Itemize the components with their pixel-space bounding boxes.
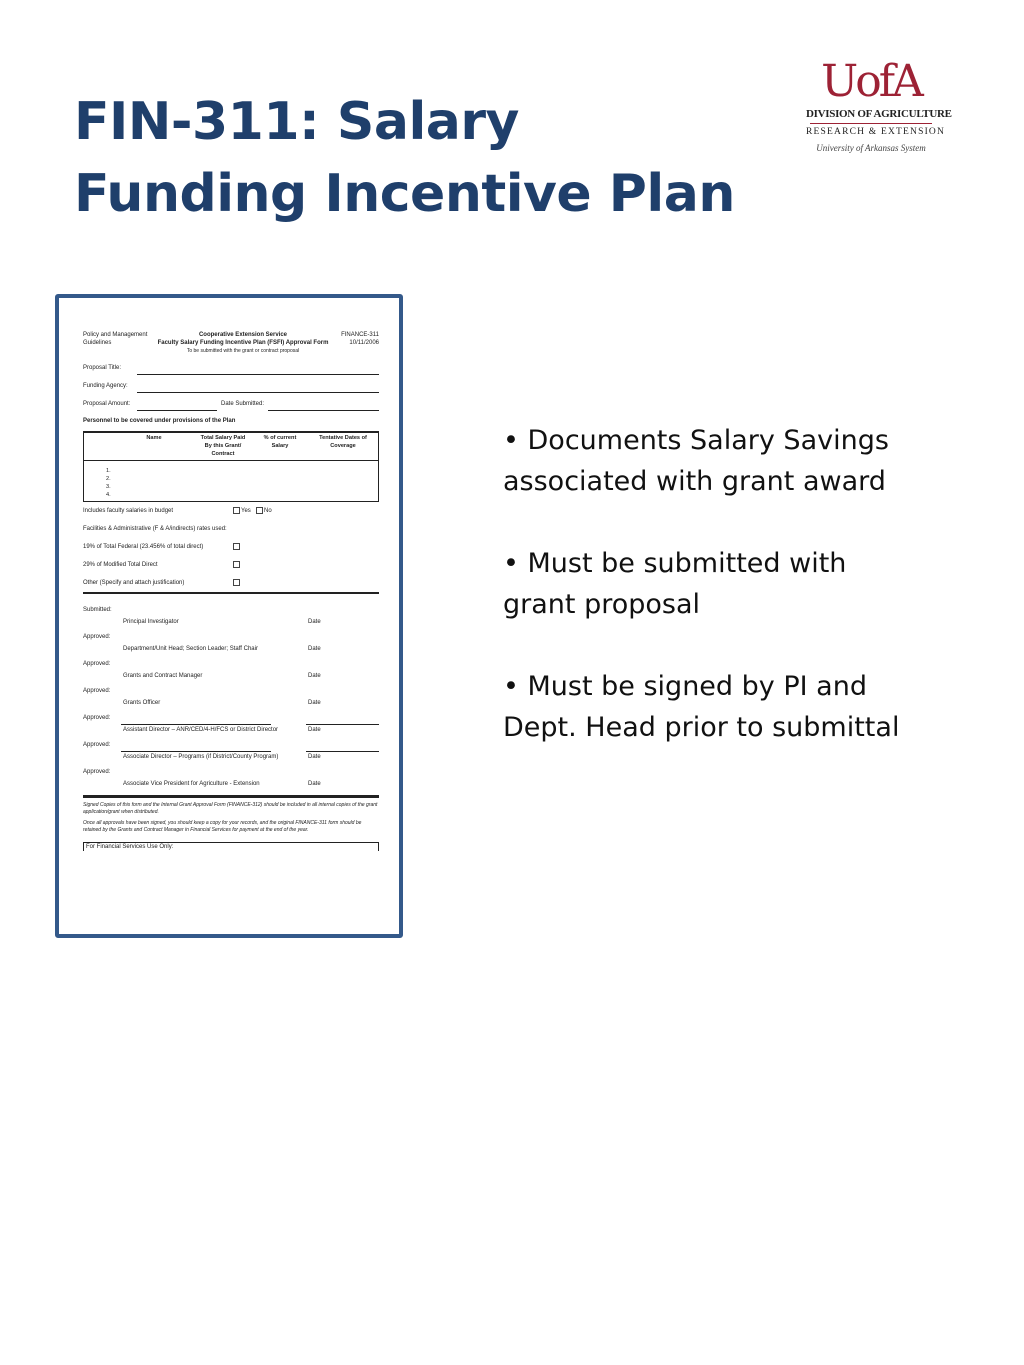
- fa-rates-label: Facilities & Administrative (F & A/indirects) rates used:: [83, 526, 227, 532]
- form-number: FINANCE-311 10/11/2006: [341, 332, 379, 346]
- rate-option-row: [83, 538, 379, 556]
- signature-role: Associate Vice President for Agriculture - Extension: [123, 781, 260, 787]
- form-service-name: Cooperative Extension Service: [198, 332, 288, 338]
- form-header-left: Policy and Management Guidelines: [83, 332, 148, 346]
- signature-role: Grants Officer: [123, 700, 161, 706]
- form-header: [83, 331, 379, 361]
- uofa-logo-mark: UofA: [821, 56, 921, 107]
- signature-row: [83, 687, 379, 714]
- date-submitted-line: [268, 410, 379, 411]
- signature-row: [83, 714, 379, 741]
- signature-role: Department/Unit Head; Section Leader; Staff Chair: [123, 646, 258, 652]
- bullet-item: • Must be signed by PI and Dept. Head prior to submittal: [503, 671, 900, 743]
- uofa-division-logo: [806, 56, 952, 162]
- rate-option-label: 29% of Modified Total Direct: [83, 562, 158, 568]
- proposal-title-line: [137, 374, 379, 375]
- funding-agency-row: [83, 379, 379, 397]
- date-submitted-label: Date Submitted:: [221, 401, 265, 407]
- signature-date: Date: [308, 700, 321, 706]
- signature-role: Associate Director – Programs (if District/County Program): [123, 754, 279, 760]
- personnel-table: [83, 431, 379, 502]
- fin311-form-preview: [83, 331, 379, 851]
- signature-row: [83, 633, 379, 660]
- proposal-amount-row: [83, 397, 379, 415]
- form-image-frame: [55, 294, 403, 938]
- signature-status: Approved:: [83, 769, 111, 775]
- rate-checkbox[interactable]: [233, 579, 240, 586]
- funding-agency-line: [137, 392, 379, 393]
- signature-status: Approved:: [83, 742, 111, 748]
- yes-checkbox[interactable]: [233, 507, 240, 514]
- no-checkbox[interactable]: [256, 507, 263, 514]
- signature-status: Submitted:: [83, 607, 112, 613]
- table-row-number: 1.: [106, 468, 111, 474]
- col-percent-header: % of current Salary: [263, 435, 297, 449]
- rate-checkbox[interactable]: [233, 561, 240, 568]
- form-note: Once all approvals have been signed, you should keep a copy for your records, and the original FINANCE-311 form should be retained by the Grants and Contract Manager in Financial Services for payment at the end of the year.: [83, 820, 362, 833]
- signature-status: Approved:: [83, 715, 111, 721]
- proposal-amount-label: Proposal Amount:: [83, 401, 131, 407]
- signature-status: Approved:: [83, 661, 111, 667]
- signature-status: Approved:: [83, 634, 111, 640]
- signature-date: Date: [308, 673, 321, 679]
- includes-salaries-row: [83, 502, 379, 520]
- bullet-item: • Must be submitted with grant proposal: [503, 548, 847, 620]
- form-divider: [83, 795, 379, 798]
- logo-divider: [810, 123, 932, 124]
- signature-date: Date: [308, 781, 321, 787]
- table-row-number: 2.: [106, 476, 111, 482]
- fa-rates-row: [83, 520, 379, 538]
- form-header-center: [143, 331, 343, 355]
- proposal-title-row: [83, 361, 379, 379]
- date-line: [306, 724, 379, 725]
- no-label: No: [264, 508, 272, 514]
- col-dates-header: Tentative Dates of Coverage: [319, 435, 367, 449]
- personnel-heading: Personnel to be covered under provisions of the Plan: [83, 418, 236, 424]
- col-total-header: Total Salary Paid By this Grant/ Contract: [200, 435, 246, 457]
- form-title: Faculty Salary Funding Incentive Plan (FSFI) Approval Form: [157, 340, 329, 346]
- rate-option-row: [83, 556, 379, 574]
- signature-role: Principal Investigator: [123, 619, 179, 625]
- bullet-list: [503, 420, 903, 789]
- table-header-rule: [84, 460, 378, 461]
- yes-label: Yes: [241, 508, 251, 514]
- form-instruction: To be submitted with the grant or contract proposal: [186, 348, 300, 354]
- form-divider: [83, 592, 379, 594]
- table-row-number: 4.: [106, 492, 111, 498]
- signature-role: Assistant Director – ANR/CED/4-H/FCS or District Director: [123, 727, 279, 733]
- signature-role: Grants and Contract Manager: [123, 673, 203, 679]
- col-name-header: Name: [146, 435, 162, 441]
- signature-row: [83, 660, 379, 687]
- bullet-item: • Documents Salary Savings associated with grant award: [503, 425, 889, 497]
- date-line: [306, 751, 379, 752]
- signature-date: Date: [308, 619, 321, 625]
- financial-services-box: For Financial Services Use Only:: [83, 842, 379, 851]
- logo-system-text: University of Arkansas System: [816, 143, 926, 153]
- logo-research-text: RESEARCH & EXTENSION: [806, 127, 946, 137]
- rate-checkbox[interactable]: [233, 543, 240, 550]
- table-row-number: 3.: [106, 484, 111, 490]
- includes-salaries-label: Includes faculty salaries in budget: [83, 508, 174, 514]
- signature-status: Approved:: [83, 688, 111, 694]
- proposal-amount-line: [137, 410, 217, 411]
- proposal-title-label: Proposal Title:: [83, 365, 122, 371]
- signature-date: Date: [308, 754, 321, 760]
- rate-option-label: Other (Specify and attach justification): [83, 580, 185, 586]
- logo-division-text: DIVISION OF AGRICULTURE: [806, 108, 952, 120]
- signature-date: Date: [308, 646, 321, 652]
- form-note: Signed Copies of this form and the Internal Grant Approval Form (FINANCE-312) should be included in all internal copies of the grant application/grant when distributed.: [83, 802, 378, 815]
- rate-option-label: 19% of Total Federal (23.456% of total direct): [83, 544, 204, 550]
- signature-date: Date: [308, 727, 321, 733]
- rate-option-row: [83, 574, 379, 592]
- signature-row: [83, 606, 379, 633]
- slide-title: FIN-311: Salary Funding Incentive Plan: [74, 92, 735, 224]
- signature-line: [121, 724, 271, 725]
- signature-row: [83, 741, 379, 768]
- funding-agency-label: Funding Agency:: [83, 383, 128, 389]
- signature-line: [121, 751, 271, 752]
- signature-row: [83, 768, 379, 795]
